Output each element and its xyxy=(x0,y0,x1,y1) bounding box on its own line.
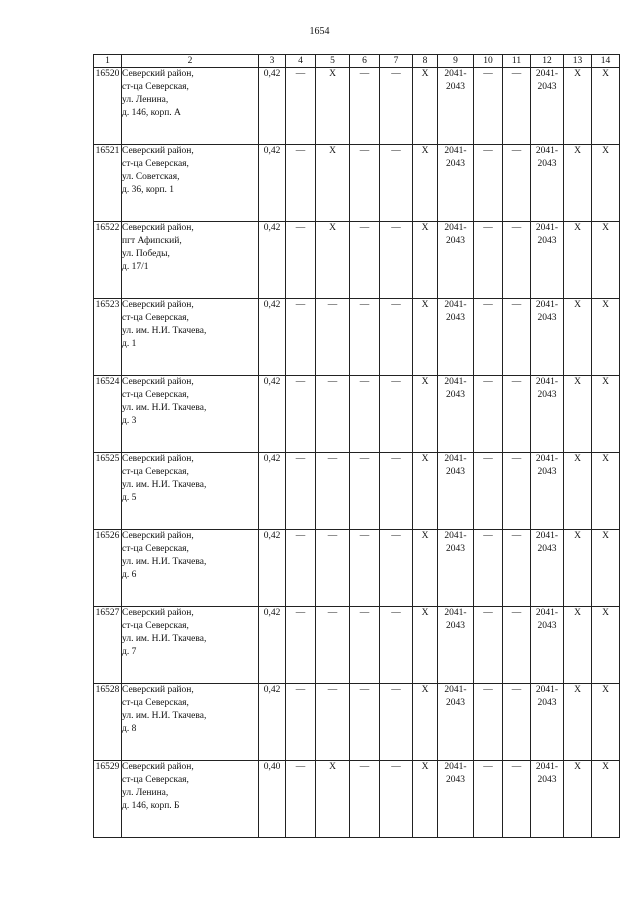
mark-cell: X xyxy=(592,376,620,453)
address-cell xyxy=(122,684,259,761)
address-line: Северский район, xyxy=(122,454,194,464)
mark-cell: — xyxy=(474,222,503,299)
column-header: 5 xyxy=(316,55,350,68)
address-line: пгт Афипский, xyxy=(122,236,182,246)
period-end: 2043 xyxy=(537,390,557,400)
page-number: 1654 xyxy=(309,26,330,37)
record-number: 16527 xyxy=(94,607,122,684)
period-start: 2041- xyxy=(444,685,467,695)
mark-cell: — xyxy=(380,376,413,453)
mark-cell: — xyxy=(316,376,350,453)
period-end: 2043 xyxy=(446,313,465,323)
mark-cell: — xyxy=(350,145,380,222)
record-number: 16523 xyxy=(94,299,122,376)
mark-cell: — xyxy=(380,299,413,376)
address-line: Северский район, xyxy=(122,223,194,233)
mark-cell: — xyxy=(286,145,316,222)
mark-cell: X xyxy=(592,453,620,530)
mark-cell: — xyxy=(503,453,531,530)
address-line: д. 1 xyxy=(122,339,137,349)
mark-cell: X xyxy=(316,761,350,838)
address-line: д. 36, корп. 1 xyxy=(122,185,175,195)
address-cell xyxy=(122,299,259,376)
mark-cell: — xyxy=(380,68,413,145)
period-start: 2041- xyxy=(535,223,559,233)
value-cell: 0,40 xyxy=(259,761,286,838)
address-line: ул. им. Н.И. Ткачева, xyxy=(122,557,207,567)
mark-cell: X xyxy=(564,453,592,530)
period-start: 2041- xyxy=(535,69,559,79)
period-end: 2043 xyxy=(537,621,557,631)
record-number: 16526 xyxy=(94,530,122,607)
period-start: 2041- xyxy=(444,454,467,464)
mark-cell: X xyxy=(564,607,592,684)
address-line: ст-ца Северская, xyxy=(122,390,189,400)
address-cell xyxy=(122,68,259,145)
mark-cell: X xyxy=(592,222,620,299)
mark-cell: — xyxy=(286,376,316,453)
address-line: ст-ца Северская, xyxy=(122,544,189,554)
address-line: Северский район, xyxy=(122,69,194,79)
period-start: 2041- xyxy=(535,608,559,618)
address-cell xyxy=(122,761,259,838)
address-line: ул. им. Н.И. Ткачева, xyxy=(122,326,207,336)
mark-cell: — xyxy=(474,299,503,376)
mark-cell: X xyxy=(564,145,592,222)
registry-table xyxy=(93,54,620,838)
period-end: 2043 xyxy=(446,236,465,246)
address-line: ст-ца Северская, xyxy=(122,159,189,169)
period-end: 2043 xyxy=(446,159,465,169)
period-cell xyxy=(531,684,564,761)
table-row xyxy=(94,222,620,299)
period-cell xyxy=(531,761,564,838)
mark-cell: X xyxy=(413,376,438,453)
period-cell xyxy=(438,607,474,684)
period-start: 2041- xyxy=(444,762,467,772)
address-line: Северский район, xyxy=(122,685,194,695)
column-header: 7 xyxy=(380,55,413,68)
table-row xyxy=(94,761,620,838)
mark-cell: — xyxy=(286,761,316,838)
period-end: 2043 xyxy=(537,775,557,785)
table-row xyxy=(94,68,620,145)
period-start: 2041- xyxy=(535,377,559,387)
period-start: 2041- xyxy=(444,223,467,233)
mark-cell: X xyxy=(413,145,438,222)
period-end: 2043 xyxy=(537,698,557,708)
table-row xyxy=(94,453,620,530)
mark-cell: X xyxy=(564,761,592,838)
mark-cell: X xyxy=(413,684,438,761)
mark-cell: — xyxy=(286,453,316,530)
column-header: 13 xyxy=(564,55,592,68)
mark-cell: X xyxy=(413,299,438,376)
period-cell xyxy=(531,68,564,145)
record-number: 16529 xyxy=(94,761,122,838)
mark-cell: — xyxy=(474,607,503,684)
mark-cell: — xyxy=(350,607,380,684)
period-start: 2041- xyxy=(444,300,467,310)
mark-cell: — xyxy=(380,453,413,530)
period-end: 2043 xyxy=(446,621,465,631)
period-cell xyxy=(531,222,564,299)
mark-cell: — xyxy=(316,607,350,684)
period-end: 2043 xyxy=(537,236,557,246)
period-end: 2043 xyxy=(537,159,557,169)
address-line: ст-ца Северская, xyxy=(122,467,189,477)
record-number: 16520 xyxy=(94,68,122,145)
mark-cell: — xyxy=(380,145,413,222)
period-end: 2043 xyxy=(537,82,557,92)
value-cell: 0,42 xyxy=(259,376,286,453)
record-number: 16524 xyxy=(94,376,122,453)
mark-cell: — xyxy=(503,530,531,607)
address-cell xyxy=(122,222,259,299)
mark-cell: — xyxy=(316,453,350,530)
period-cell xyxy=(438,761,474,838)
address-line: Северский район, xyxy=(122,146,194,156)
column-header: 12 xyxy=(531,55,564,68)
period-cell xyxy=(438,684,474,761)
period-end: 2043 xyxy=(446,698,465,708)
mark-cell: — xyxy=(316,299,350,376)
period-end: 2043 xyxy=(446,775,465,785)
address-line: д. 8 xyxy=(122,724,137,734)
value-cell: 0,42 xyxy=(259,453,286,530)
period-end: 2043 xyxy=(446,390,465,400)
period-start: 2041- xyxy=(444,608,467,618)
period-cell xyxy=(438,530,474,607)
address-cell xyxy=(122,453,259,530)
value-cell: 0,42 xyxy=(259,607,286,684)
mark-cell: — xyxy=(350,684,380,761)
period-start: 2041- xyxy=(535,300,559,310)
period-end: 2043 xyxy=(446,544,465,554)
mark-cell: X xyxy=(413,530,438,607)
table-row xyxy=(94,145,620,222)
period-end: 2043 xyxy=(537,544,557,554)
column-header: 14 xyxy=(592,55,620,68)
mark-cell: — xyxy=(503,222,531,299)
mark-cell: X xyxy=(316,145,350,222)
address-line: ул. Советская, xyxy=(122,172,180,182)
address-line: д. 3 xyxy=(122,416,137,426)
mark-cell: X xyxy=(592,145,620,222)
registry-rows xyxy=(94,68,620,838)
address-line: ул. Ленина, xyxy=(122,95,169,105)
column-number-row xyxy=(94,55,620,68)
mark-cell: — xyxy=(503,145,531,222)
address-line: ул. им. Н.И. Ткачева, xyxy=(122,711,207,721)
column-header: 4 xyxy=(286,55,316,68)
mark-cell: X xyxy=(316,222,350,299)
mark-cell: — xyxy=(474,684,503,761)
mark-cell: — xyxy=(286,607,316,684)
record-number: 16528 xyxy=(94,684,122,761)
mark-cell: — xyxy=(286,68,316,145)
value-cell: 0,42 xyxy=(259,684,286,761)
address-cell xyxy=(122,145,259,222)
address-line: ул. им. Н.И. Ткачева, xyxy=(122,634,207,644)
mark-cell: — xyxy=(503,376,531,453)
mark-cell: — xyxy=(380,222,413,299)
address-line: ст-ца Северская, xyxy=(122,698,189,708)
address-line: д. 17/1 xyxy=(122,262,149,272)
mark-cell: X xyxy=(592,607,620,684)
period-cell xyxy=(438,145,474,222)
address-line: ул. им. Н.И. Ткачева, xyxy=(122,403,207,413)
mark-cell: X xyxy=(592,530,620,607)
mark-cell: — xyxy=(350,68,380,145)
mark-cell: X xyxy=(413,222,438,299)
mark-cell: X xyxy=(413,453,438,530)
mark-cell: — xyxy=(286,684,316,761)
period-start: 2041- xyxy=(535,146,559,156)
value-cell: 0,42 xyxy=(259,299,286,376)
period-end: 2043 xyxy=(537,467,557,477)
address-cell xyxy=(122,607,259,684)
mark-cell: X xyxy=(592,761,620,838)
mark-cell: X xyxy=(316,68,350,145)
address-line: ст-ца Северская, xyxy=(122,775,189,785)
record-number: 16525 xyxy=(94,453,122,530)
value-cell: 0,42 xyxy=(259,530,286,607)
column-header: 8 xyxy=(413,55,438,68)
period-end: 2043 xyxy=(446,82,465,92)
table-row xyxy=(94,530,620,607)
mark-cell: X xyxy=(564,530,592,607)
mark-cell: — xyxy=(474,68,503,145)
address-cell xyxy=(122,530,259,607)
period-start: 2041- xyxy=(444,69,467,79)
mark-cell: — xyxy=(350,376,380,453)
mark-cell: — xyxy=(503,761,531,838)
period-cell xyxy=(531,299,564,376)
mark-cell: — xyxy=(503,607,531,684)
period-cell xyxy=(438,453,474,530)
mark-cell: — xyxy=(316,530,350,607)
period-start: 2041- xyxy=(535,762,559,772)
column-header: 3 xyxy=(259,55,286,68)
table-row xyxy=(94,376,620,453)
mark-cell: — xyxy=(474,376,503,453)
mark-cell: — xyxy=(350,453,380,530)
mark-cell: — xyxy=(286,530,316,607)
period-start: 2041- xyxy=(535,531,559,541)
value-cell: 0,42 xyxy=(259,222,286,299)
column-header: 2 xyxy=(122,55,259,68)
period-start: 2041- xyxy=(444,377,467,387)
period-cell xyxy=(438,376,474,453)
address-line: ул. Победы, xyxy=(122,249,170,259)
address-line: д. 5 xyxy=(122,493,137,503)
column-header: 6 xyxy=(350,55,380,68)
period-start: 2041- xyxy=(444,146,467,156)
mark-cell: — xyxy=(350,761,380,838)
mark-cell: X xyxy=(564,299,592,376)
period-cell xyxy=(531,376,564,453)
mark-cell: — xyxy=(474,453,503,530)
address-line: Северский район, xyxy=(122,762,194,772)
period-cell xyxy=(438,222,474,299)
period-end: 2043 xyxy=(537,313,557,323)
mark-cell: — xyxy=(503,299,531,376)
column-header: 11 xyxy=(503,55,531,68)
mark-cell: X xyxy=(564,376,592,453)
address-line: ст-ца Северская, xyxy=(122,621,189,631)
mark-cell: X xyxy=(592,684,620,761)
address-line: ул. им. Н.И. Ткачева, xyxy=(122,480,207,490)
address-line: д. 7 xyxy=(122,647,137,657)
mark-cell: X xyxy=(564,222,592,299)
mark-cell: — xyxy=(350,530,380,607)
period-cell xyxy=(438,299,474,376)
period-start: 2041- xyxy=(535,454,559,464)
address-line: Северский район, xyxy=(122,300,194,310)
table-row xyxy=(94,607,620,684)
mark-cell: — xyxy=(474,761,503,838)
mark-cell: — xyxy=(350,299,380,376)
table-row xyxy=(94,684,620,761)
address-line: д. 146, корп. Б xyxy=(122,801,180,811)
mark-cell: — xyxy=(380,684,413,761)
mark-cell: — xyxy=(316,684,350,761)
mark-cell: — xyxy=(286,222,316,299)
value-cell: 0,42 xyxy=(259,145,286,222)
address-line: Северский район, xyxy=(122,531,194,541)
record-number: 16522 xyxy=(94,222,122,299)
period-start: 2041- xyxy=(535,685,559,695)
address-cell xyxy=(122,376,259,453)
mark-cell: X xyxy=(592,299,620,376)
period-cell xyxy=(531,453,564,530)
column-header: 1 xyxy=(94,55,122,68)
period-cell xyxy=(531,530,564,607)
address-line: ст-ца Северская, xyxy=(122,82,189,92)
mark-cell: — xyxy=(503,68,531,145)
address-line: Северский район, xyxy=(122,377,194,387)
mark-cell: — xyxy=(350,222,380,299)
column-header: 9 xyxy=(438,55,474,68)
mark-cell: X xyxy=(592,68,620,145)
period-cell xyxy=(531,145,564,222)
mark-cell: — xyxy=(503,684,531,761)
mark-cell: — xyxy=(380,607,413,684)
period-cell xyxy=(531,607,564,684)
mark-cell: X xyxy=(564,684,592,761)
period-cell xyxy=(438,68,474,145)
period-end: 2043 xyxy=(446,467,465,477)
mark-cell: — xyxy=(474,530,503,607)
mark-cell: X xyxy=(413,761,438,838)
mark-cell: X xyxy=(413,607,438,684)
mark-cell: — xyxy=(286,299,316,376)
address-line: ст-ца Северская, xyxy=(122,313,189,323)
table-row xyxy=(94,299,620,376)
mark-cell: — xyxy=(474,145,503,222)
mark-cell: X xyxy=(564,68,592,145)
column-header: 10 xyxy=(474,55,503,68)
address-line: д. 146, корп. А xyxy=(122,108,181,118)
record-number: 16521 xyxy=(94,145,122,222)
address-line: Северский район, xyxy=(122,608,194,618)
mark-cell: X xyxy=(413,68,438,145)
address-line: ул. Ленина, xyxy=(122,788,169,798)
value-cell: 0,42 xyxy=(259,68,286,145)
period-start: 2041- xyxy=(444,531,467,541)
mark-cell: — xyxy=(380,761,413,838)
address-line: д. 6 xyxy=(122,570,137,580)
mark-cell: — xyxy=(380,530,413,607)
